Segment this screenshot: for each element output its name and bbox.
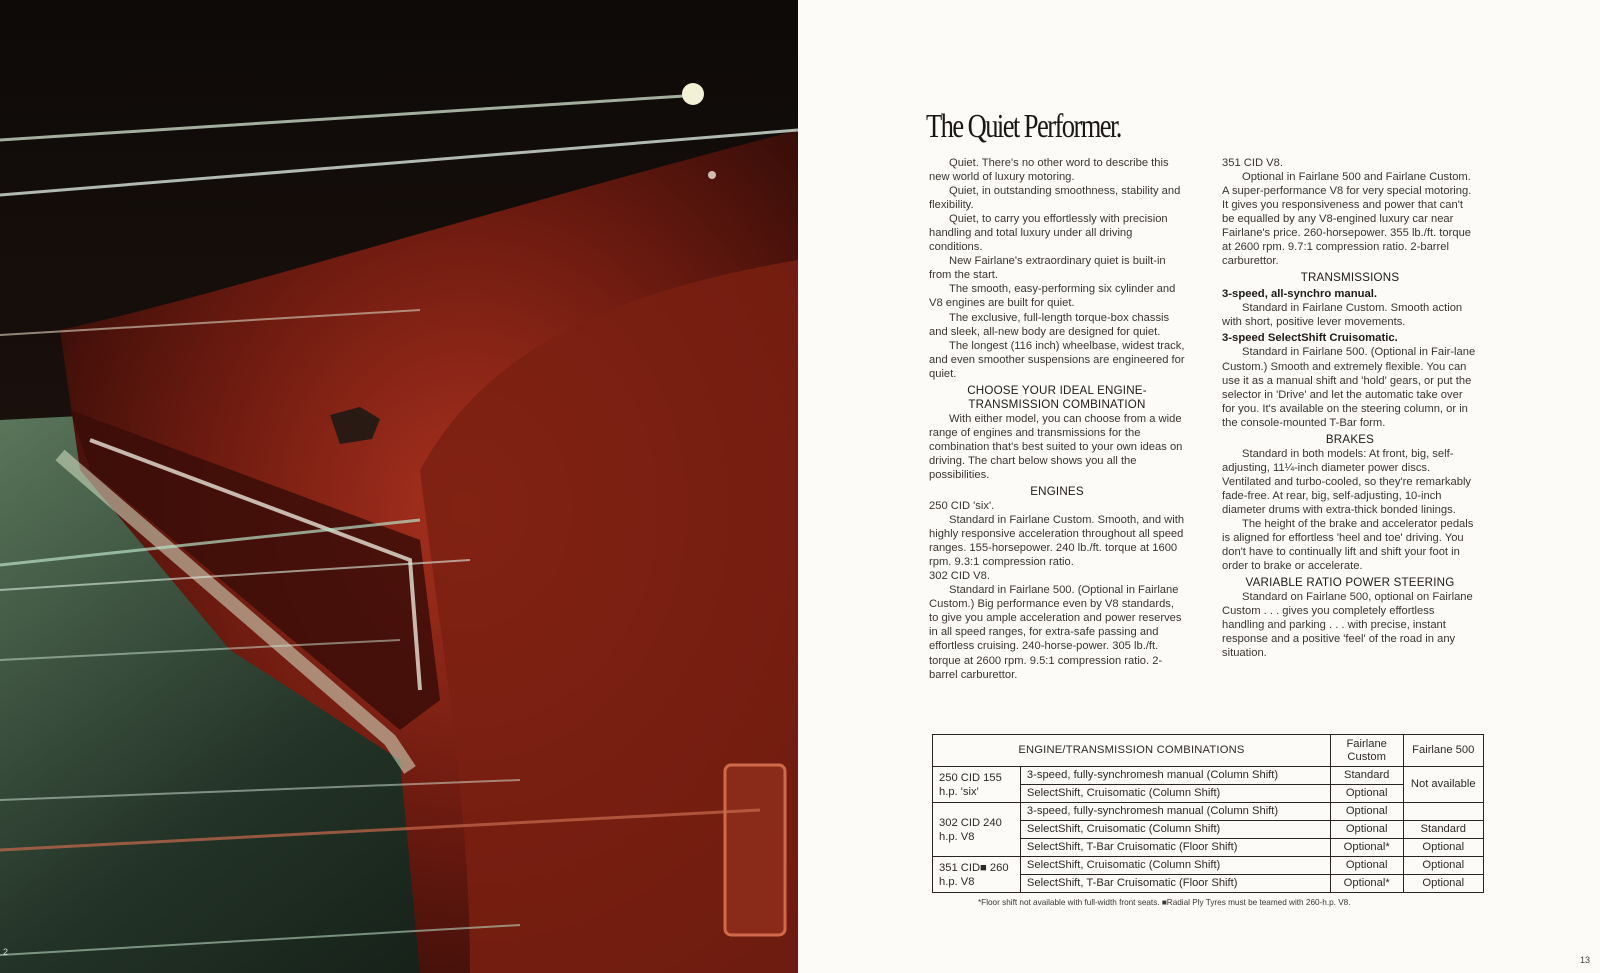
fairlane-500-cell: Optional xyxy=(1403,875,1483,893)
table-title: ENGINE/TRANSMISSION COMBINATIONS xyxy=(933,735,1331,767)
table-header-row xyxy=(933,735,1484,767)
transmission-cell: 3-speed, fully-synchromesh manual (Column Shift) xyxy=(1020,767,1330,785)
fairlane-custom-cell: Optional xyxy=(1330,803,1403,821)
transmission-cell: SelectShift, T-Bar Cruisomatic (Floor Shift) xyxy=(1020,875,1330,893)
section-heading: 3-speed SelectShift Cruisomatic. xyxy=(1222,332,1398,345)
transmission-cell: SelectShift, Cruisomatic (Column Shift) xyxy=(1020,857,1330,875)
section-heading: ENGINES xyxy=(1030,484,1084,498)
table-row xyxy=(933,767,1484,785)
text-column-2 xyxy=(1222,156,1478,660)
paragraph: Optional in Fairlane 500 and Fairlane Custom. A super-performance V8 for very special motoring. It gives you responsiveness and power that can't be equalled by any V8-engined luxury car near Fairlane's price. 260-horsepower. 355 lb./ft. torque at 2600 rpm. 9.7:1 compression ratio. 2-barrel carburettor. xyxy=(1222,171,1472,268)
transmission-cell: 3-speed, fully-synchromesh manual (Column Shift) xyxy=(1020,803,1330,821)
paragraph: The height of the brake and accelerator pedals is aligned for effortless 'heel and toe' driving. You don't have to continually lift and shift your foot in order to brake or accelerate. xyxy=(1222,517,1474,573)
page-number-right: 13 xyxy=(1579,955,1590,965)
section-heading: TRANSMISSIONS xyxy=(1300,271,1400,285)
engine-cell: 302 CID 240 h.p. V8 xyxy=(933,803,1021,857)
table-row xyxy=(933,857,1484,875)
paragraph: Standard in Fairlane 500. (Optional in Fair-lane Custom.) Smooth and extremely flexible. You can use it as a manual shift and 'hold' gears, or put the selector in 'Drive' and let the automatic take over for you. It's available on the steering column, or in the console-mounted T-Bar form. xyxy=(1222,346,1476,429)
table-row xyxy=(933,803,1484,821)
page-title: The Quiet Performer. xyxy=(926,108,1121,145)
car-photo xyxy=(0,0,798,973)
fairlane-custom-cell: Optional* xyxy=(1330,839,1403,857)
transmission-cell: SelectShift, T-Bar Cruisomatic (Floor Shift) xyxy=(1020,839,1330,857)
paragraph: With either model, you can choose from a wide range of engines and transmissions for the combination that's best suited to your own ideas on driving. The chart below shows you all the possibilities. xyxy=(929,412,1183,481)
text-page xyxy=(798,0,1600,973)
paragraph: Standard in Fairlane Custom. Smooth, and with highly responsive acceleration throughout all speed ranges. 155-horsepower. 240 lb./ft. torque at 1600 rpm. 9.3:1 compression ratio. xyxy=(929,514,1185,569)
section-heading: VARIABLE RATIO POWER STEERING xyxy=(1245,576,1455,590)
fairlane-500-cell xyxy=(1403,803,1483,821)
section-heading: 3-speed, all-synchro manual. xyxy=(1222,288,1378,301)
fairlane-500-cell: Not available xyxy=(1403,767,1483,803)
section-heading: BRAKES xyxy=(1325,432,1375,446)
section-heading: CHOOSE YOUR IDEAL ENGINE-TRANSMISSION COMBINATION xyxy=(967,383,1147,411)
paragraph: The longest (116 inch) wheelbase, widest track, and even smoother suspensions are engineered for quiet. xyxy=(929,339,1185,380)
page-number-left: 2 xyxy=(3,947,9,957)
header-fairlane-500: Fairlane 500 xyxy=(1403,735,1483,767)
paragraph: The exclusive, full-length torque-box chassis and sleek, all-new body are designed for quiet. xyxy=(929,311,1170,338)
transmission-cell: SelectShift, Cruisomatic (Column Shift) xyxy=(1020,821,1330,839)
engine-cell: 250 CID 155 h.p. 'six' xyxy=(933,767,1021,803)
paragraph: The smooth, easy-performing six cylinder and V8 engines are built for quiet. xyxy=(929,283,1176,310)
fairlane-500-cell: Optional xyxy=(1403,839,1483,857)
paragraph: Quiet, to carry you effortlessly with precision handling and total luxury under all driving conditions. xyxy=(929,213,1168,254)
paragraph: Standard in both models: At front, big, self-adjusting, 11¼-inch diameter power discs. Ventilated and turbo-cooled, so they're remarkably fade-free. At rear, big, self-adjusting, 10-inch diameter drums with extra-thick bonded linings. xyxy=(1222,447,1472,516)
text-column-1 xyxy=(929,156,1185,682)
paragraph: New Fairlane's extraordinary quiet is built-in from the start. xyxy=(929,255,1166,282)
engine-cell: 351 CID■ 260 h.p. V8 xyxy=(933,857,1021,893)
fairlane-custom-cell: Standard xyxy=(1330,767,1403,785)
paragraph: Standard on Fairlane 500, optional on Fairlane Custom . . . gives you completely effortless handling and parking . . . with precise, instant response and a positive 'feel' of the road in any situation. xyxy=(1222,591,1473,660)
table-footnote: *Floor shift not available with full-width front seats. ■Radial Ply Tyres must be teamed with 260-h.p. V8. xyxy=(978,898,1351,907)
paragraph: 302 CID V8. xyxy=(929,570,990,583)
paragraph: 250 CID 'six'. xyxy=(929,499,995,512)
fairlane-custom-cell: Optional xyxy=(1330,821,1403,839)
paragraph: 351 CID V8. xyxy=(1222,157,1283,169)
paragraph: Quiet. There's no other word to describe this new world of luxury motoring. xyxy=(929,157,1169,184)
fairlane-custom-cell: Optional* xyxy=(1330,875,1403,893)
fairlane-custom-cell: Optional xyxy=(1330,785,1403,803)
transmission-cell: SelectShift, Cruisomatic (Column Shift) xyxy=(1020,785,1330,803)
header-fairlane-custom: Fairlane Custom xyxy=(1330,735,1403,767)
fairlane-500-cell: Standard xyxy=(1403,821,1483,839)
fairlane-500-cell: Optional xyxy=(1403,857,1483,875)
paragraph: Standard in Fairlane Custom. Smooth action with short, positive lever movements. xyxy=(1222,302,1463,329)
paragraph: Standard in Fairlane 500. (Optional in Fairlane Custom.) Big performance even by V8 standards, to give you ample acceleration and power reserves in all speed ranges, for extra-safe passing and effortless cruising. 240-horse-power. 305 lb./ft. torque at 2600 rpm. 9.5:1 compression ratio. 2-barrel carburettor. xyxy=(929,584,1182,681)
paragraph: Quiet, in outstanding smoothness, stability and flexibility. xyxy=(929,185,1181,212)
engine-transmission-table xyxy=(932,734,1484,893)
fairlane-custom-cell: Optional xyxy=(1330,857,1403,875)
